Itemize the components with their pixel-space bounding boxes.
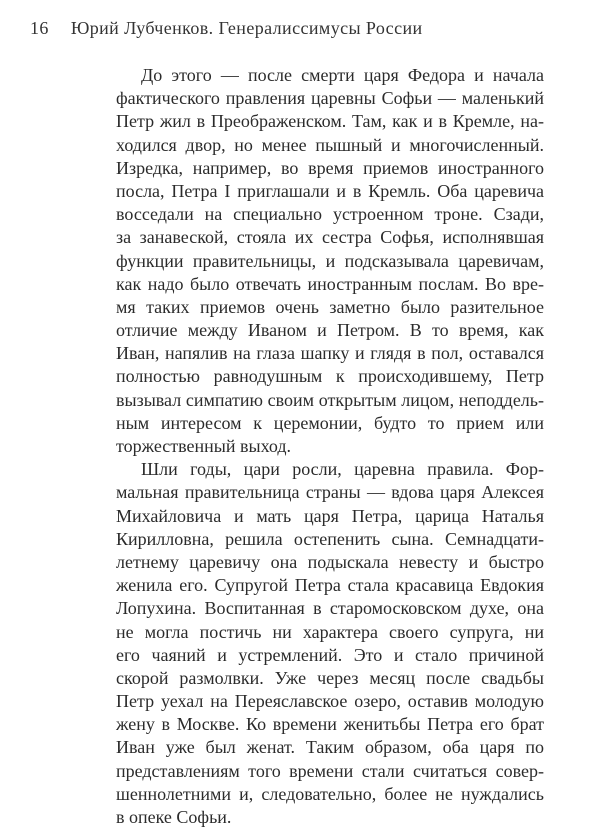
text-line: вызывал симпатию своим открытым лицом, неподдель- <box>116 389 544 410</box>
text-line: Изредка, например, во время приемов иностранного <box>116 157 544 178</box>
text-line: полностью равнодушным к происходившему, Петр <box>116 366 544 387</box>
text-line: жену в Москве. Ко времени женитьбы Петра его брат <box>116 714 544 735</box>
text-line: его чаяний и устремлений. Это и стало причиной <box>116 644 544 665</box>
text-line: функции правительницы, и подсказывала царевичам, <box>116 250 544 271</box>
page-number: 16 <box>30 18 49 38</box>
text-line: в опеке Софьи. <box>116 807 232 827</box>
paragraph <box>116 458 544 829</box>
text-line: фактического правления царевны Софьи — маленький <box>116 88 544 109</box>
text-line: скорой размолвки. Уже через месяц после свадьбы <box>116 667 544 688</box>
text-line: Иван, напялив на глаза шапку и глядя в пол, оставался <box>116 343 544 364</box>
text-line: летнему царевичу она подыскала невесту и быстро <box>116 551 544 572</box>
text-line: мя таких приемов очень заметно было разительное <box>116 296 544 317</box>
text-line: посла, Петра I приглашали и в Кремль. Оба царевича <box>116 180 544 201</box>
body-text <box>116 64 544 829</box>
running-title: Юрий Лубченков. Генералиссимусы России <box>70 18 423 38</box>
text-line: шеннолетними и, следовательно, более не нуждались <box>116 783 544 804</box>
text-line: представлениям того времени стали считаться совер- <box>116 760 544 781</box>
text-line: не могла постичь ни характера своего супруга, ни <box>116 621 544 642</box>
text-line: за занавеской, стояла их сестра Софья, исполнявшая <box>116 227 544 248</box>
text-line: Шли годы, цари росли, царевна правила. Фор- <box>141 459 544 480</box>
text-line: Петр уехал на Переяславское озеро, оставив молодую <box>116 691 544 712</box>
text-line: отличие между Иваном и Петром. В то время, как <box>116 320 544 341</box>
text-line: торжественный выход. <box>116 436 292 456</box>
running-head <box>30 18 590 39</box>
text-line: Петр жил в Преображенском. Там, как и в Кремле, на- <box>116 111 544 132</box>
text-line: Лопухина. Воспитанная в старомосковском духе, она <box>116 598 544 619</box>
text-line: До этого — после смерти царя Федора и начала <box>141 65 544 85</box>
text-line: Иван уже был женат. Таким образом, оба царя по <box>116 737 544 758</box>
text-line: женила его. Супругой Петра стала красавица Евдокия <box>116 575 544 596</box>
text-line: восседали на специально устроенном троне. Сзади, <box>116 204 544 225</box>
text-line: ным интересом к церемонии, будто то прием или <box>116 412 544 433</box>
text-line: ходился двор, но менее пышный и многочисленный. <box>116 134 544 155</box>
text-line: Михайловича и мать царя Петра, царица Наталья <box>116 505 544 526</box>
text-line: мальная правительница страны — вдова царя Алексея <box>116 482 544 503</box>
text-line: как надо было отвечать иностранным послам. Во вре- <box>116 273 544 294</box>
text-line: Кирилловна, решила остепенить сына. Семнадцати- <box>116 528 544 549</box>
paragraph <box>116 64 544 458</box>
